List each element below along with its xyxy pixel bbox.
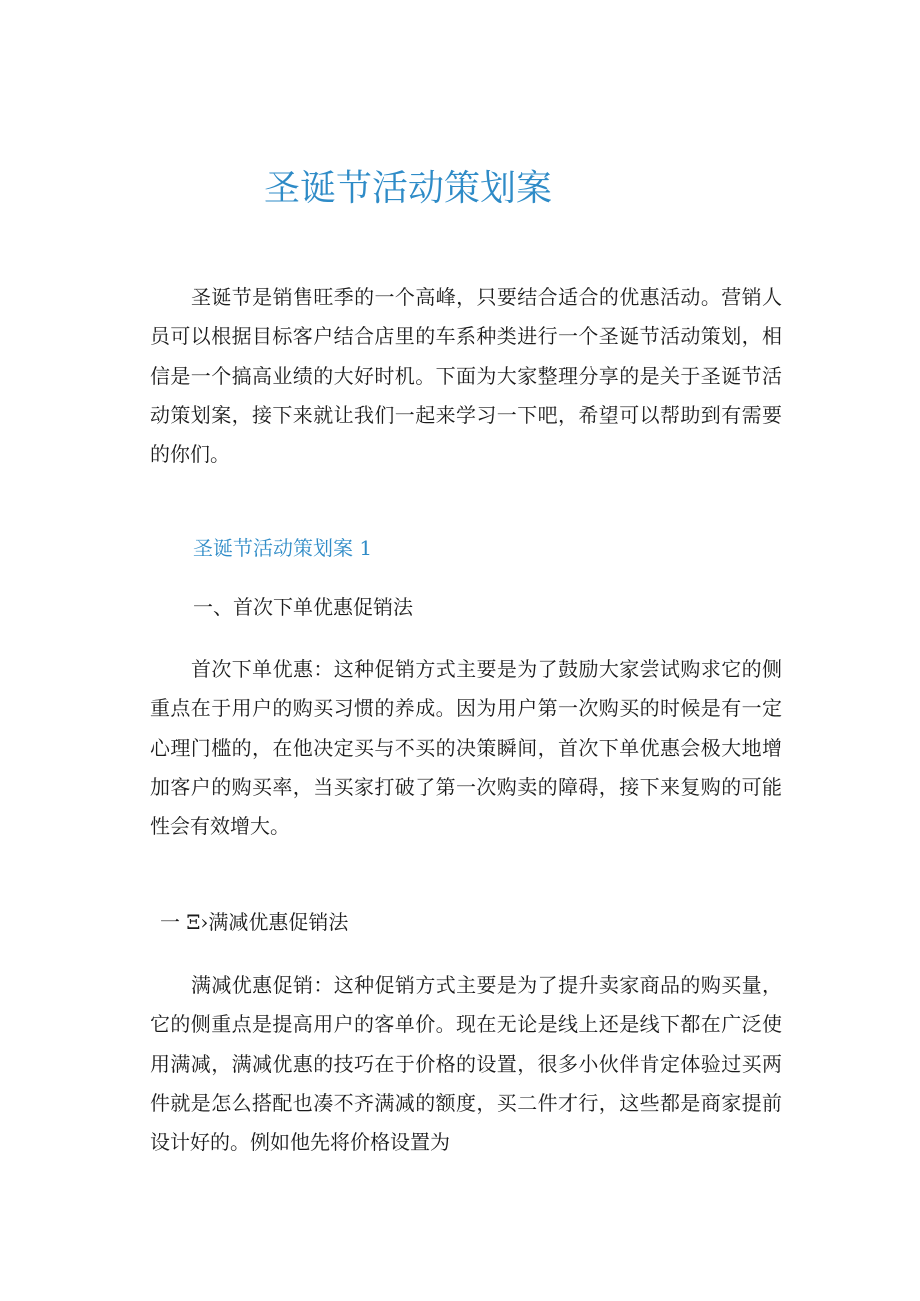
second-method-heading: 一 Ξ›满减优惠促销法 <box>160 910 349 934</box>
first-method-paragraph: 首次下单优惠：这种促销方式主要是为了鼓励大家尝试购求它的侧重点在于用户的购买习惯的养成。因为用户第一次购买的时候是有一定心理门槛的，在他决定买与不买的决策瞬间，首次下单优惠会极大地增加客户的购买率，当买家打破了第一次购卖的障碍，接下来复购的可能性会有效增大。 <box>150 657 782 839</box>
page-title: 圣诞节活动策划案 <box>264 168 553 209</box>
second-method-paragraph: 满减优惠促销：这种促销方式主要是为了提升卖家商品的购买量，它的侧重点是提高用户的客单价。现在无论是线上还是线下都在广泛使用满减，满减优惠的技巧在于价格的设置，很多小伙伴肯定体验过买两件就是怎么搭配也凑不齐满减的额度，买二件才行，这些都是商家提前设计好的。例如他先将价格设置为 <box>150 973 782 1155</box>
section-heading: 圣诞节活动策划案 1 <box>193 536 373 560</box>
intro-paragraph: 圣诞节是销售旺季的一个高峰，只要结合适合的优惠活动。营销人员可以根据目标客户结合店里的车系种类进行一个圣诞节活动策划，相信是一个搞高业绩的大好时机。下面为大家整理分享的是关于圣诞节活动策划案，接下来就让我们一起来学习一下吧，希望可以帮助到有需要的你们。 <box>150 285 782 467</box>
first-method-heading: 一、首次下单优惠促销法 <box>193 595 413 619</box>
